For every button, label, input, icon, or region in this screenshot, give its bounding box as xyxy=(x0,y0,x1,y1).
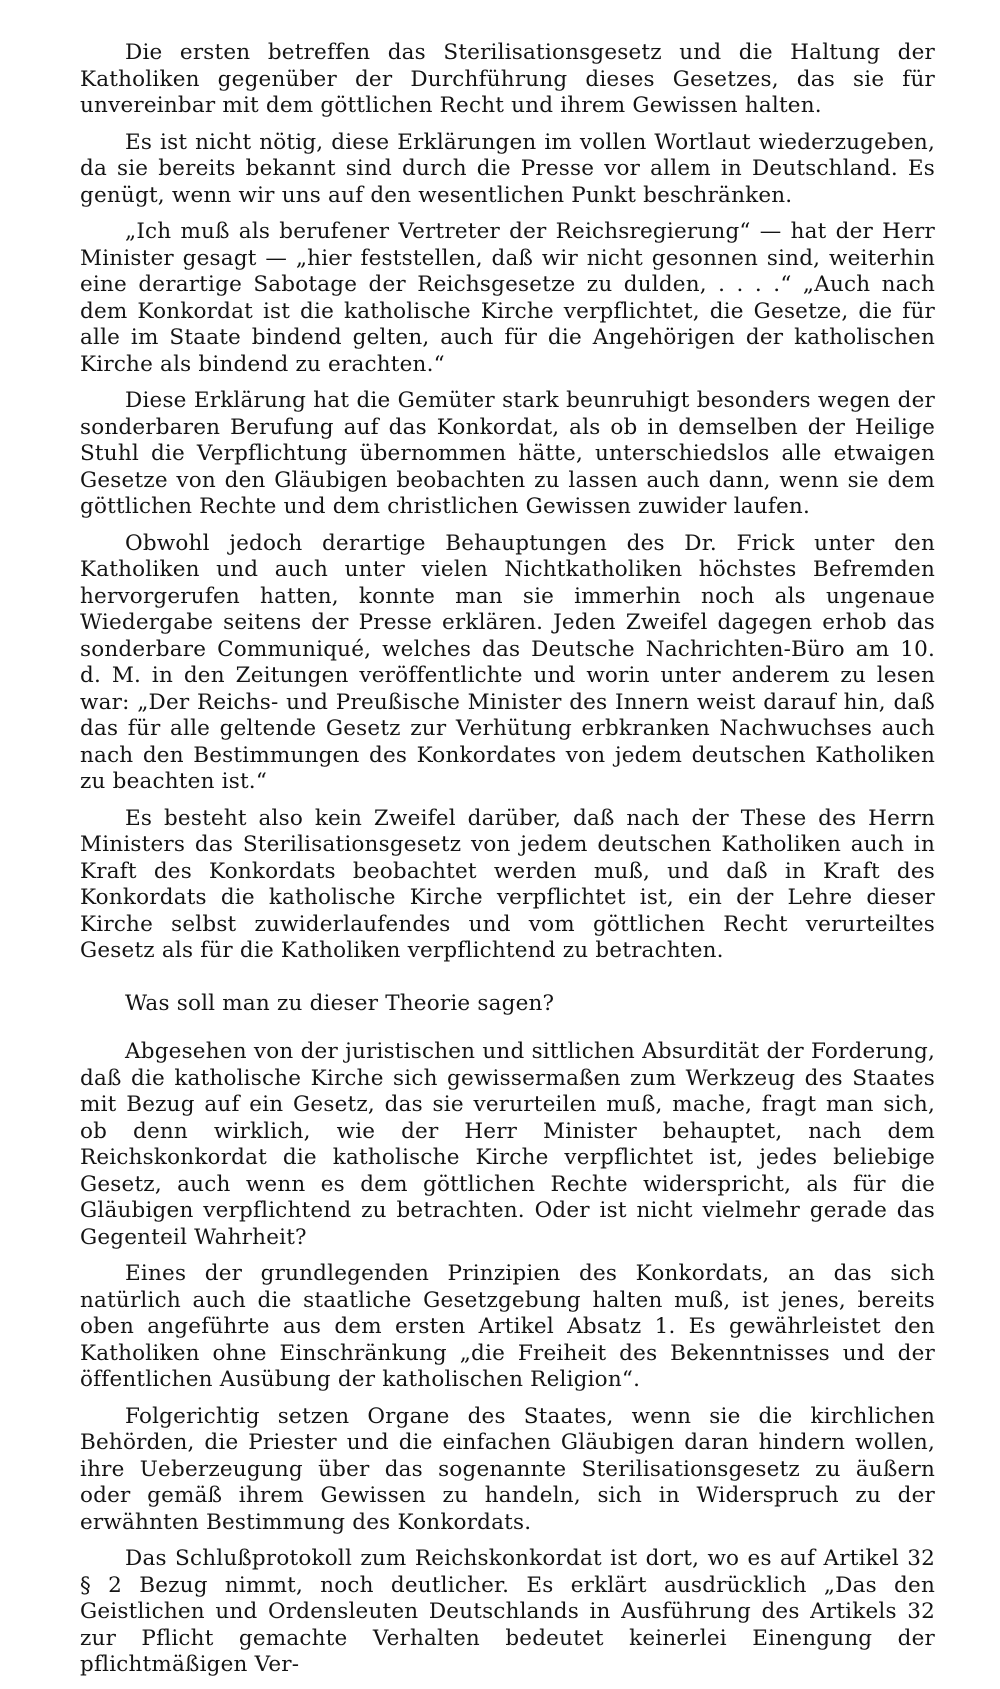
paragraph-concordat-reaction: Diese Erklärung hat die Gemüter stark beunruhigt besonders wegen der sonderbaren Berufung auf das Konkordat, als ob in demselben der Heilige Stuhl die Verpflichtung übernommen hätte, unterschiedslos alle etwaigen Gesetze von den Gläubigen beobachten zu lassen auch dann, wenn sie dem göttlichen Rechte und dem christlichen Gewissen zuwider laufen. xyxy=(80,388,935,519)
paragraph-absurdity: Abgesehen von der juristischen und sittlichen Absurdität der Forderung, daß die katholische Kirche sich gewissermaßen zum Werkzeug des Staates mit Bezug auf ein Gesetz, das sie verurteilen muß, mache, fragt man sich, ob denn wirklich, wie der Herr Minister behauptet, nach dem Reichskonkordat die katholische Kirche verpflichtet ist, jedes beliebige Gesetz, auch wenn es dem göttlichen Rechte widerspricht, als für die Gläubigen verpflichtend zu betrachten. Oder ist nicht vielmehr gerade das Gegenteil Wahrheit? xyxy=(80,1039,935,1250)
paragraph-principles: Eines der grundlegenden Prinzipien des Konkordats, an das sich natürlich auch die staatliche Gesetzgebung halten muß, ist jenes, bereits oben angeführte aus dem ersten Artikel Absatz 1. Es gewährleistet den Katholiken ohne Einschränkung „die Freiheit des Bekenntnisses und der öffentlichen Ausübung der katholischen Religion“. xyxy=(80,1261,935,1392)
paragraph-sterilisation-law: Die ersten betreffen das Sterilisationsgesetz und die Haltung der Katholiken gegenüber der Durchführung dieses Gesetzes, das sie für unvereinbar mit dem göttlichen Recht und ihrem Gewissen halten. xyxy=(80,40,935,118)
paragraph-final-protocol: Das Schlußprotokoll zum Reichskonkordat ist dort, wo es auf Artikel 32 § 2 Bezug nimmt, noch deutlicher. Es erklärt ausdrücklich „Das den Geistlichen und Ordensleuten Deutschlands in Ausführung des Artikels 32 zur Pflicht gemachte Verhalten bedeutet keinerlei Einengung der pflichtmäßigen Ver- xyxy=(80,1546,935,1677)
paragraph-frick-communique: Obwohl jedoch derartige Behauptungen des Dr. Frick unter den Katholiken und auch unter vielen Nichtkatholiken höchstes Befremden hervorgerufen hatten, konnte man sie immerhin noch als ungenaue Wiedergabe seitens der Presse erklären. Jeden Zweifel dagegen erhob das sonderbare Communiqué, welches das Deutsche Nachrichten-Büro am 10. d. M. in den Zeitungen veröffentlichte und worin unter anderem zu lesen war: „Der Reichs- und Preußische Minister des Innern weist darauf hin, daß das für alle geltende Gesetz zur Verhütung erbkranken Nachwuchses auch nach den Bestimmungen des Konkordates von jedem deutschen Katholiken zu beachten ist.“ xyxy=(80,530,935,794)
paragraph-minister-quote: „Ich muß als berufener Vertreter der Reichsregierung“ — hat der Herr Minister gesagt — „hier feststellen, daß wir nicht gesonnen sind, weiterhin eine derartige Sabotage der Reichsgesetze zu dulden, . . . .“ „Auch nach dem Konkordat ist die katholische Kirche verpflichtet, die Gesetze, die für alle im Staate bindend gelten, auch für die Angehörigen der katholischen Kirche als bindend zu erachten.“ xyxy=(80,219,935,377)
paragraph-ministers-thesis: Es besteht also kein Zweifel darüber, daß nach der These des Herrn Ministers das Sterilisationsgesetz von jedem deutschen Katholiken auch in Kraft des Konkordats beobachtet werden muß, und daß in Kraft des Konkordats die katholische Kirche verpflichtet ist, ein der Lehre dieser Kirche selbst zuwiderlaufendes und vom göttlichen Recht verurteiltes Gesetz als für die Katholiken verpflichtend zu betrachten. xyxy=(80,805,935,963)
paragraph-declarations: Es ist nicht nötig, diese Erklärungen im vollen Wortlaut wiederzugeben, da sie bereits bekannt sind durch die Presse vor allem in Deutschland. Es genügt, wenn wir uns auf den wesentlichen Punkt beschränken. xyxy=(80,129,935,208)
paragraph-state-organs: Folgerichtig setzen Organe des Staates, wenn sie die kirchlichen Behörden, die Priester und die einfachen Gläubigen daran hindern wollen, ihre Ueberzeugung über das sogenannte Sterilisationsgesetz zu äußern oder gemäß ihrem Gewissen zu handeln, sich in Widerspruch zu der erwähnten Bestimmung des Konkordats. xyxy=(80,1403,935,1535)
paragraph-question: Was soll man zu dieser Theorie sagen? xyxy=(125,990,555,1016)
document-page xyxy=(80,40,935,1689)
